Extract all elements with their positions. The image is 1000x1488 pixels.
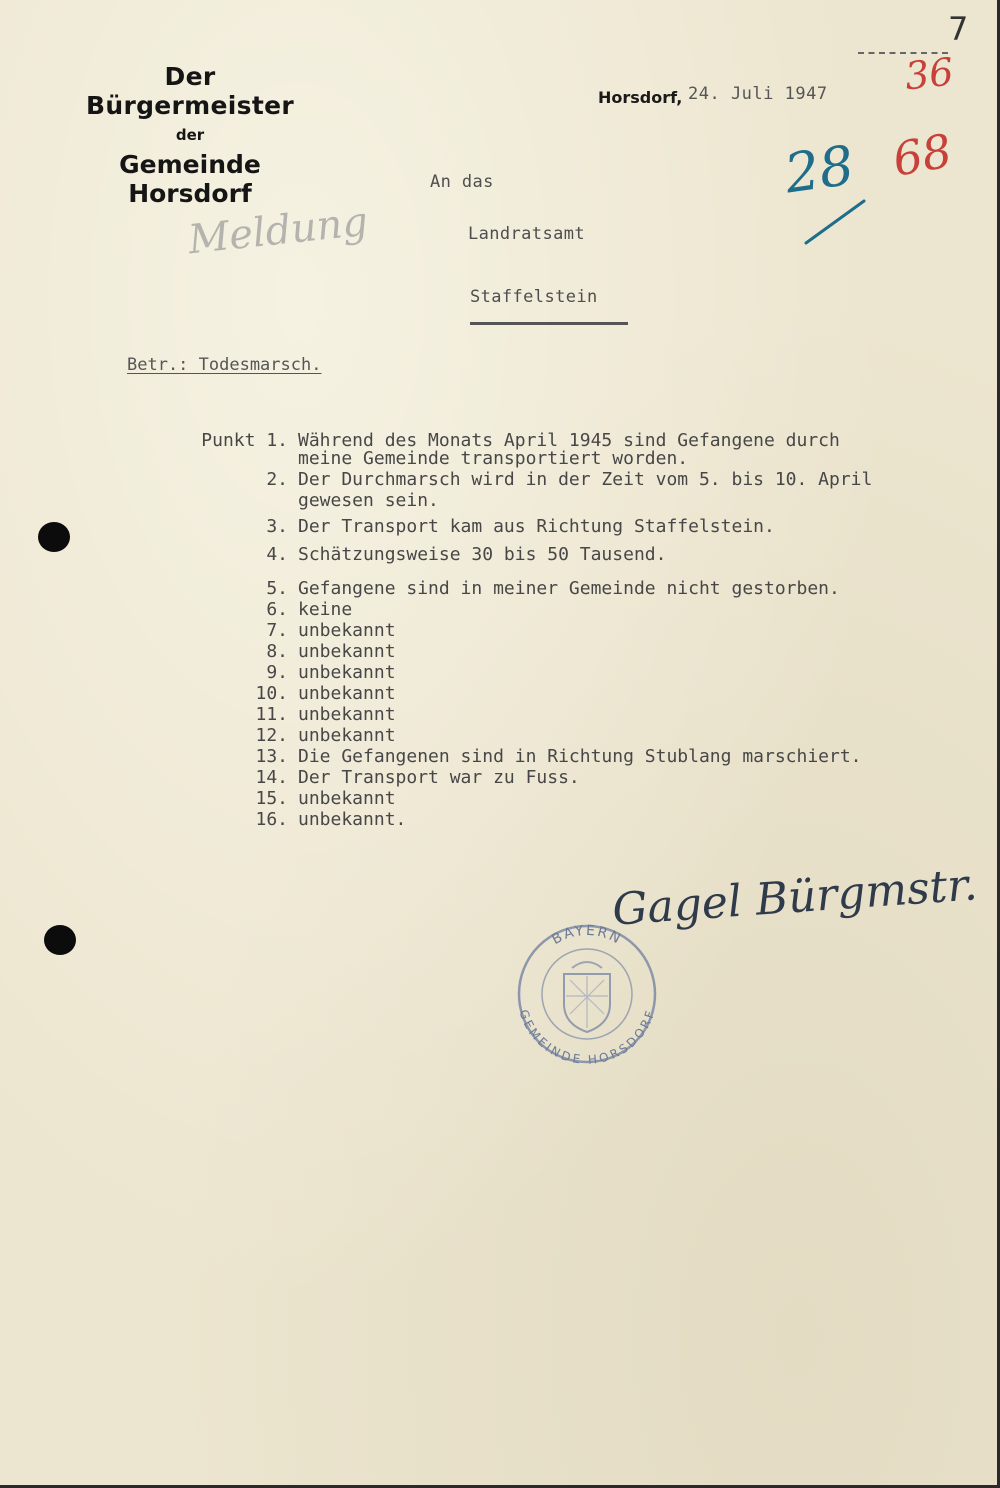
crown-icon [572,962,602,968]
list-item: 9. unbekannt [266,662,396,683]
list-item: 6. keine [266,599,353,620]
stamp-top-text: BAYERN [549,922,625,949]
address-line-3: Staffelstein [470,287,598,307]
pencil-note: Meldung [186,198,371,264]
list-item: 7. unbekannt [266,620,396,641]
letterhead-municipality: Gemeinde Horsdorf [119,150,261,208]
list-item: 12. unbekannt [255,725,396,746]
blue-ink-number: 28 [780,133,858,206]
address-line-1: An das [430,172,494,192]
punch-hole-top [38,522,70,552]
red-ink-number-2: 68 [888,123,956,187]
list-item: 10. unbekannt [255,683,396,704]
letterhead [60,62,320,208]
item-list [186,430,956,830]
signature: Gagel Bürgmstr. [610,859,980,936]
list-item: 3. Der Transport kam aus Richtung Staffelstein. [266,516,775,537]
list-item: Punkt 1. Während des Monats April 1945 sind Gefangene durch [201,430,840,451]
list-item: 5. Gefangene sind in meiner Gemeinde nicht gestorben. [266,578,840,599]
list-item: 8. unbekannt [266,641,396,662]
address-line-2: Landratsamt [468,224,585,244]
red-ink-number: 36 [902,49,956,99]
list-item: gewesen sein. [298,490,439,511]
letterhead-title: Der Bürgermeister [86,62,294,120]
letter-date: 24. Juli 1947 [688,84,828,104]
list-item: 15. unbekannt [255,788,396,809]
address-underline [470,322,628,325]
subject-line: Betr.: Todesmarsch. [127,355,322,375]
blue-ink-slash [800,195,870,247]
list-item: 11. unbekannt [255,704,396,725]
list-item: 2. Der Durchmarsch wird in der Zeit vom 5. bis 10. April [266,469,873,490]
list-item: 13. Die Gefangenen sind in Richtung Stublang marschiert. [255,746,862,767]
letterhead-connector: der [175,126,205,144]
stamp-bottom-text: GEMEINDE HORSDORF [516,1007,658,1067]
municipal-seal-stamp [512,912,662,1072]
list-item: 16. unbekannt. [255,809,407,830]
list-item: 4. Schätzungsweise 30 bis 50 Tausend. [266,544,667,565]
list-item: 14. Der Transport war zu Fuss. [255,767,580,788]
archive-page-number: 7 [948,10,969,48]
place-name: Horsdorf, [598,88,683,107]
list-item: meine Gemeinde transportiert worden. [298,448,689,469]
punch-hole-bottom [44,925,76,955]
